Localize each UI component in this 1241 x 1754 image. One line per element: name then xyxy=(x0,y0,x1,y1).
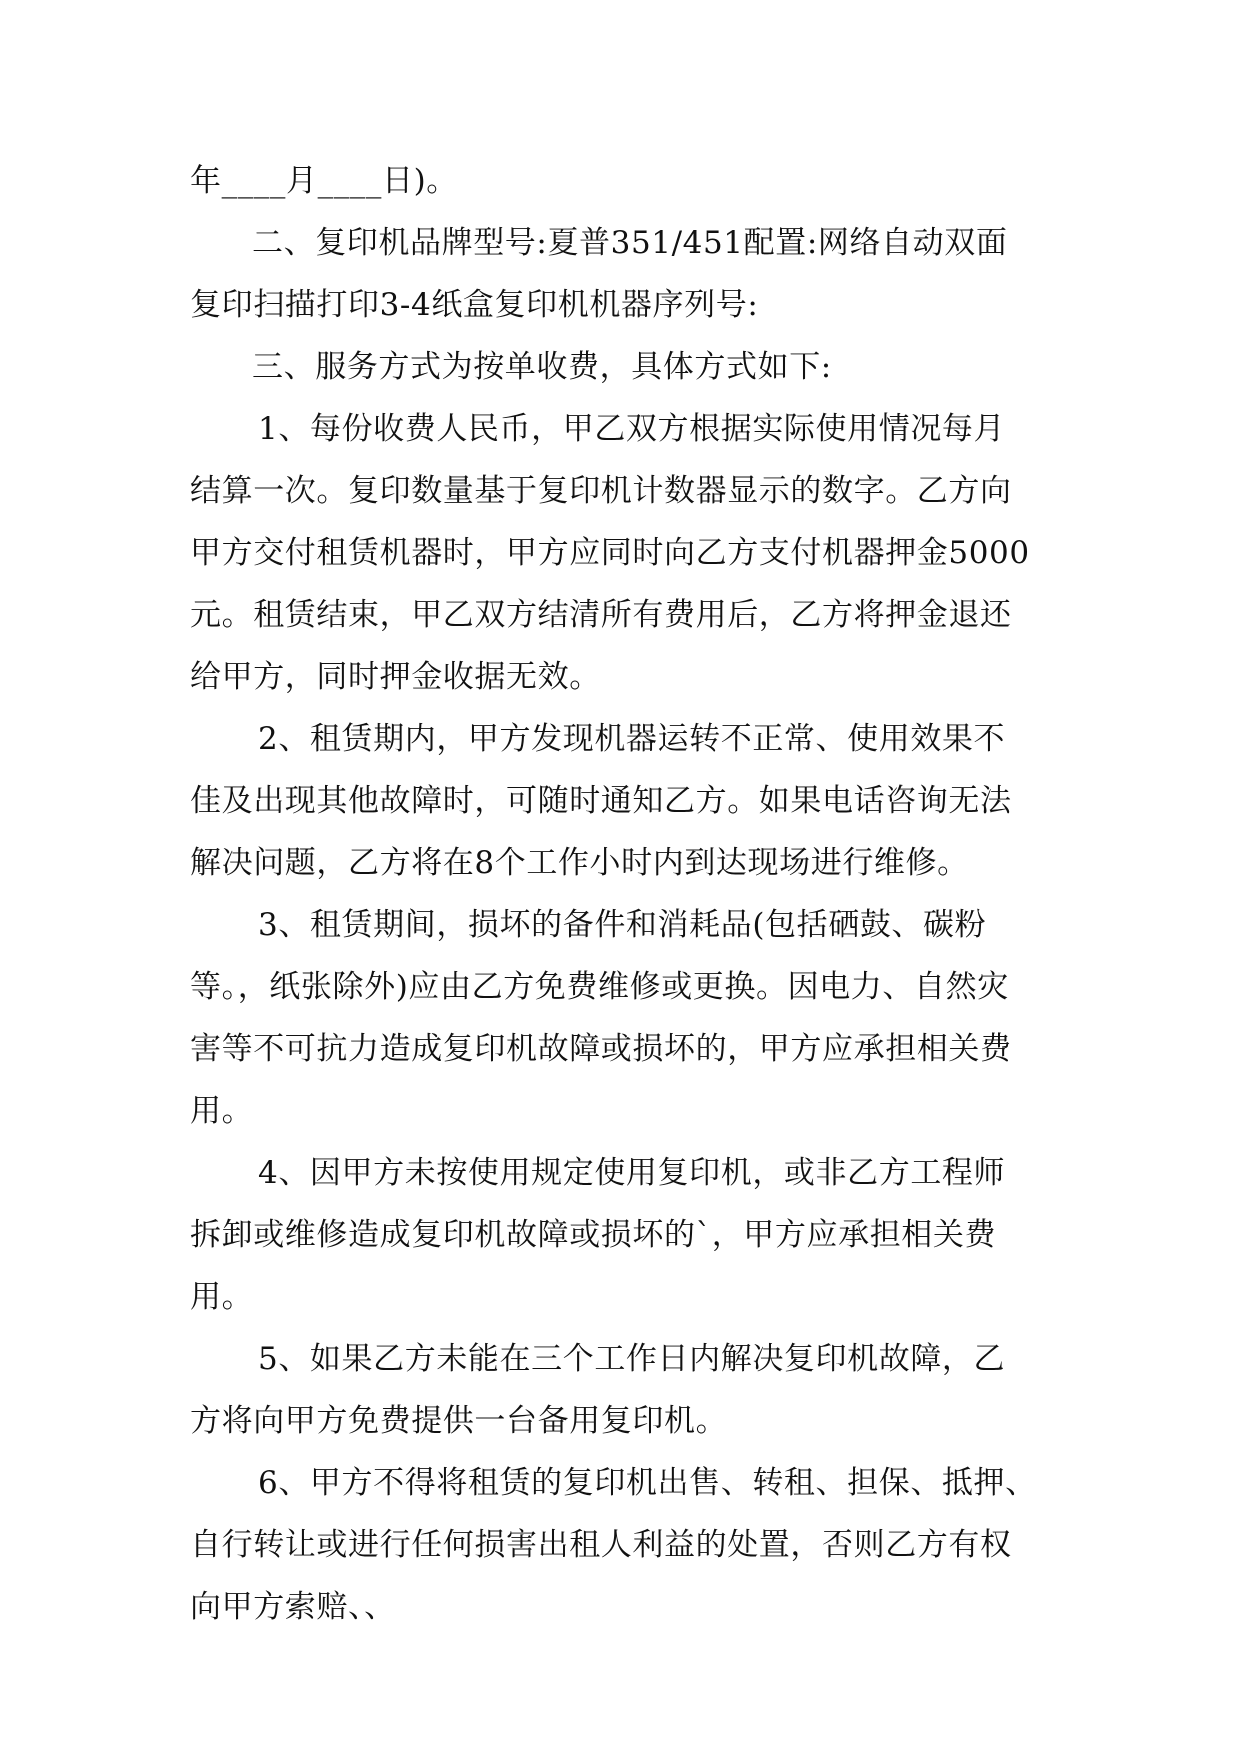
clause-2-line-1: 二、复印机品牌型号:夏普351/451配置:网络自动双面 xyxy=(252,225,1008,261)
item-3-line-1: 3、租赁期间，损坏的备件和消耗品(包括硒鼓、碳粉 xyxy=(258,907,987,943)
item-2-line-1: 2、租赁期内，甲方发现机器运转不正常、使用效果不 xyxy=(258,721,1006,757)
item-1-line-4: 元。租赁结束，甲乙双方结清所有费用后，乙方将押金退还 xyxy=(190,597,1012,633)
clause-3-heading: 三、服务方式为按单收费，具体方式如下: xyxy=(252,349,832,385)
item-4-line-2: 拆卸或维修造成复印机故障或损坏的`，甲方应承担相关费 xyxy=(190,1217,997,1253)
item-5-line-1: 5、如果乙方未能在三个工作日内解决复印机故障，乙 xyxy=(258,1341,1006,1377)
item-1-line-5: 给甲方，同时押金收据无效。 xyxy=(190,659,601,695)
item-2-line-2: 佳及出现其他故障时，可随时通知乙方。如果电话咨询无法 xyxy=(190,783,1012,819)
item-3-line-3: 害等不可抗力造成复印机故障或损坏的，甲方应承担相关费 xyxy=(190,1031,1012,1067)
clause-2-line-2: 复印扫描打印3-4纸盒复印机机器序列号: xyxy=(190,287,759,323)
item-1-line-2: 结算一次。复印数量基于复印机计数器显示的数字。乙方向 xyxy=(190,473,1012,509)
item-6-line-1: 6、甲方不得将租赁的复印机出售、转租、担保、抵押、 xyxy=(258,1465,1037,1501)
item-3-line-4: 用。 xyxy=(190,1093,254,1129)
item-1-line-1: 1、每份收费人民币，甲乙双方根据实际使用情况每月 xyxy=(258,411,1006,447)
item-3-line-2: 等。，纸张除外)应由乙方免费维修或更换。因电力、自然灾 xyxy=(190,969,1009,1005)
item-2-line-3: 解决问题，乙方将在8个工作小时内到达现场进行维修。 xyxy=(190,845,969,881)
item-4-line-1: 4、因甲方未按使用规定使用复印机，或非乙方工程师 xyxy=(258,1155,1006,1191)
item-6-line-2: 自行转让或进行任何损害出租人利益的处置，否则乙方有权 xyxy=(190,1527,1012,1563)
item-1-line-3: 甲方交付租赁机器时，甲方应同时向乙方支付机器押金5000 xyxy=(190,535,1030,571)
item-6-line-3: 向甲方索赔、、 xyxy=(190,1589,396,1625)
item-5-line-2: 方将向甲方免费提供一台备用复印机。 xyxy=(190,1403,728,1439)
date-line: 年____月____日)。 xyxy=(190,163,458,199)
document-body xyxy=(190,150,1050,1638)
item-4-line-3: 用。 xyxy=(190,1279,254,1315)
